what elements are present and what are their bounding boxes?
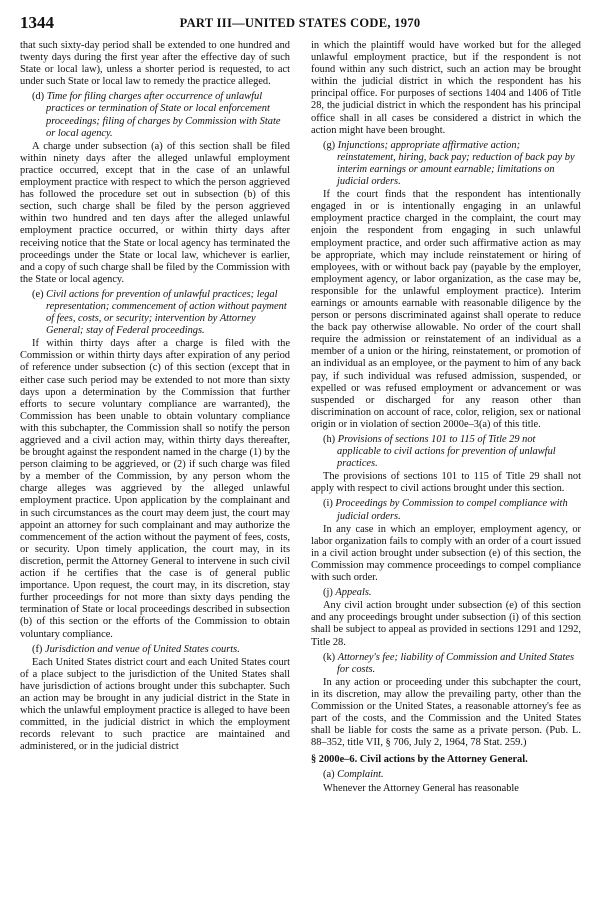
body-paragraph: that such sixty-day period shall be extended to one hundred and twenty days during the first year after the effective day of such State or local law), unless a shorter period is requested, to act under such State or local law to remedy the practice alleged. [20,40,290,88]
subsection-label: (f) [32,643,43,655]
subsection-heading [20,644,290,656]
body-paragraph: If within thirty days after a charge is filed with the Commission or within thirty days after expiration of any period of reference under subsection (c) of this section (except that in either case such period may be extended to not more than sixty days upon a determination by the Commission that further efforts to secure voluntary compliance are warranted), the Commission has been unable to obtain voluntary compliance with this subchapter, the Commission shall so notify the person aggrieved and a civil action may, within thirty days thereafter, be brought against the respondent named in the charge (1) by the person claiming to be aggrieved, or (2) if such charge was filed by a member of the Commission, by any person whom the charge alleges was aggrieved by the alleged unlawful employment practice. Upon application by the complainant and in such circumstances as the court may deem just, the court may appoint an attorney for such complainant and may authorize the commencement of the action without the payment of fees, costs, or security. Upon timely application, the court may, in its discretion, permit the Attorney General to intervene in such civil action if he certifies that the case is of general public importance. Upon request, the court may, in its discretion, stay further proceedings for not more than sixty days pending the termination of State or local proceedings described in subsection (b) of this section or the efforts of the Commission to obtain voluntary compliance. [20,338,290,640]
body-paragraph: Any civil action brought under subsection (e) of this section and any proceedings brought under subsection (i) of this section shall be subject to appeal as provided in sections 1291 and 1292, Title 28. [311,600,581,648]
left-column [20,40,290,753]
body-paragraph: If the court finds that the respondent has intentionally engaged in or is intentionally engaging in an unlawful employment practice charged in the complaint, the court may enjoin the respondent from engaging in such unlawful employment practice, and order such affirmative action as may be appropriate, which may include reinstatement or hiring of employees, with or without back pay (payable by the employer, employment agency, or labor organization, as the case may be, responsible for the unlawful employment practice). Interim earnings or amounts earnable with reasonable diligence by the person or persons discriminated against shall operate to reduce the back pay otherwise allowable. No order of the court shall require the admission or reinstatement of an individual as a member of a union or the hiring, reinstatement, or promotion of an individual as an employee, or the payment to him of any back pay, if such individual was refused admission, suspended, or expelled or was refused employment or advancement or was suspended or discharged for any reason other than discrimination on account of race, color, religion, sex or national origin or in violation of section 2000e–3(a) of this title. [311,189,581,430]
subsection-title: Proceedings by Commission to compel compliance with judicial orders. [335,498,568,522]
subsection-heading [311,769,581,781]
body-paragraph: Each United States district court and each United States court of a place subject to the jurisdiction of the United States shall have jurisdiction of actions brought under this subchapter. Such an action may be brought in any judicial district in the State in which the unlawful employment practice is alleged to have been committed, in the judicial district in which the employment records relevant to such practice are maintained and administered, or in the judicial district [20,656,290,753]
section-heading: § 2000e–6. Civil actions by the Attorney General. [311,754,528,766]
subsection-title: Injunctions; appropriate affirmative action; reinstatement, hiring, back pay; reduction of back pay by interim earnings or amount earnable; limitations on judicial orders. [337,139,575,188]
subsection-label: (g) [323,139,336,151]
subsection-heading [311,652,581,676]
subsection-title: Appeals. [335,587,372,599]
subsection-label: (j) [323,587,333,599]
subsection-title: Attorney's fee; liability of Commission and United States for costs. [337,651,575,675]
body-paragraph: in which the plaintiff would have worked but for the alleged unlawful employment practice, but if the respondent is not found within any such district, such an action may be brought within the judicial district in which the respondent has his principal office. For purposes of sections 1404 and 1406 of Title 28, the judicial district in which the respondent has his principal office shall in all cases be considered a district in which the action might have been brought. [311,40,581,136]
right-column [311,40,581,795]
subsection-label: (a) [323,769,335,781]
subsection-heading [311,587,581,599]
page-number: 1344 [20,13,54,32]
subsection-label: (e) [32,288,44,300]
subsection-title: Provisions of sections 101 to 115 of Title 29 not applicable to civil actions for prevention of unlawful practices. [337,434,556,470]
subsection-title: Civil actions for prevention of unlawful practices; legal representation; commencement of action without payment of fees, costs, or security; intervention by Attorney General; stay of Federal proceedings. [46,288,287,337]
subsection-title: Time for filing charges after occurrence of unlawful practices or termination of State or local enforcement proceedings; filing of charges by Commission with State or local agency. [46,91,281,139]
body-paragraph: In any case in which an employer, employment agency, or labor organization fails to comply with an order of a court issued in a civil action brought under subsection (e) of this section, the Commission may commence proceedings to compel compliance with such order. [311,523,581,584]
subsection-label: (h) [323,434,336,445]
subsection-heading [311,140,581,188]
subsection-heading [20,91,290,139]
body-paragraph: The provisions of sections 101 to 115 of Title 29 shall not apply with respect to civil actions brought under this section. [311,471,581,495]
subsection-label: (i) [323,498,333,510]
running-title: PART III—UNITED STATES CODE, 1970 [179,16,421,30]
subsection-title: Jurisdiction and venue of United States courts. [45,643,240,655]
body-paragraph: Whenever the Attorney General has reasonable [323,782,519,794]
body-paragraph: In any action or proceeding under this subchapter the court, in its discretion, may allow the prevailing party, other than the Commission or the United States, a reasonable attorney's fee as part of the costs, and the Commission and the United States shall be liable for costs the same as a private person. (Pub. L. 88–352, title VII, § 706, July 2, 1964, 78 Stat. 259.) [311,676,581,749]
subsection-title: Complaint. [337,769,384,781]
subsection-heading [311,498,581,522]
subsection-label: (k) [323,651,336,663]
body-paragraph: A charge under subsection (a) of this section shall be filed within ninety days after the alleged unlawful employment practice occurred, except that in the case of an unlawful employment practice with respect to which the person aggrieved has followed the procedure set out in subsection (b) of this section, such charge shall be filed by the person aggrieved within two hundred and ten days after the alleged unlawful employment practice occurred, or within thirty days after receiving notice that the State or local agency has terminated the proceedings under the State or local law, whichever is earlier, and a copy of such charge shall be filed by the Commission with the State or local agency. [20,140,290,285]
subsection-heading [20,289,290,337]
page-header [20,14,580,32]
subsection-heading [311,434,581,470]
subsection-label: (d) [32,91,45,103]
